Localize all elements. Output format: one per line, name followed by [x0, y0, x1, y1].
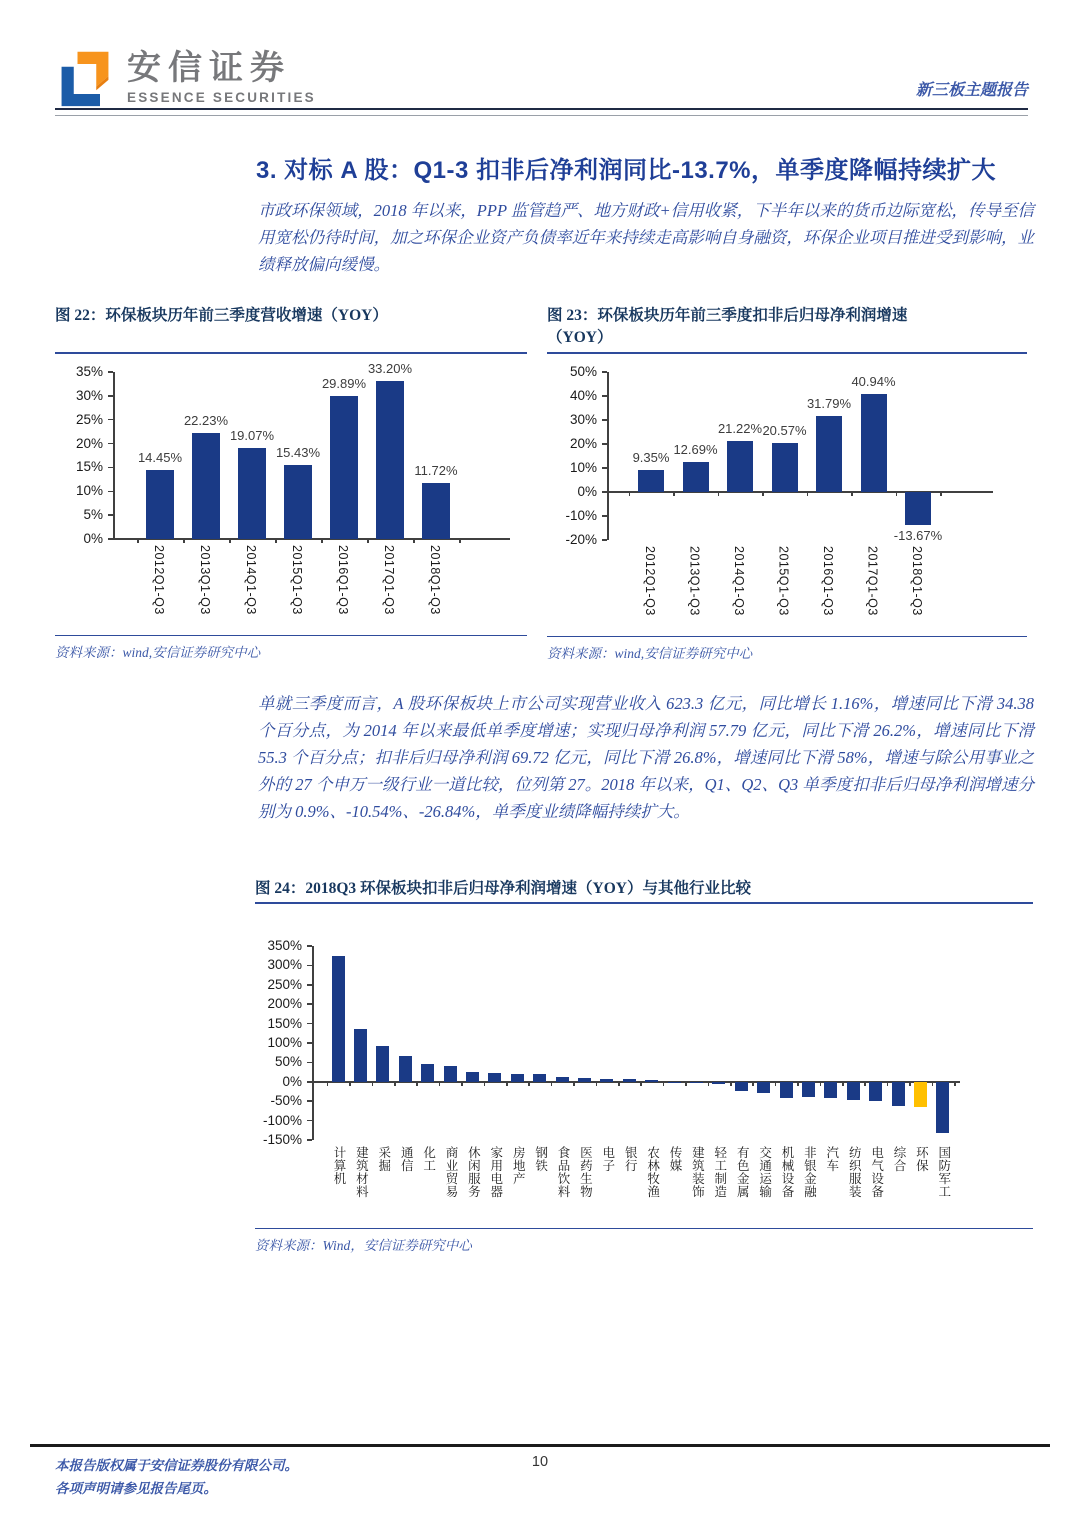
- bar: [466, 1072, 479, 1082]
- bar: [600, 1079, 613, 1082]
- x-axis-category-label: 2014Q1-Q3: [244, 545, 258, 615]
- x-axis-tick-mark: [506, 1082, 508, 1086]
- intro-paragraph: 市政环保领域，2018 年以来，PPP 监管趋严、地方财政+信用收紧，下半年以来的货币边际宽松，传导至信用宽松仍待时间，加之环保企业资产负债率近年来持续走高影响自身融资，环保企业项目推进受到影响，业绩释放偏向缓慢。: [258, 201, 1034, 274]
- y-axis-tick-label: 200%: [267, 996, 302, 1012]
- y-axis-tick-label: 5%: [83, 507, 103, 523]
- source-note: 资料来源：Wind，安信证券研究中心: [255, 1228, 1033, 1254]
- x-axis-category-label: 2016Q1-Q3: [821, 546, 835, 616]
- x-axis-tick-mark: [183, 539, 185, 543]
- x-axis-category-label: 电气设备: [869, 1146, 884, 1198]
- y-axis-tick-label: 350%: [267, 938, 302, 953]
- bar: [683, 462, 709, 492]
- x-axis-tick-mark: [459, 539, 461, 543]
- y-axis-tick-label: 15%: [75, 459, 103, 475]
- x-axis-category-label: 纺织服装: [847, 1146, 862, 1198]
- bar: [488, 1073, 501, 1082]
- x-axis-category-label: 2012Q1-Q3: [152, 545, 166, 615]
- y-axis-tick-label: 150%: [267, 1015, 302, 1031]
- x-axis-tick-mark: [887, 1082, 889, 1086]
- bar-value-label: 20.57%: [762, 422, 807, 438]
- x-axis-line: [607, 491, 993, 493]
- x-axis-category-label: 农林牧渔: [645, 1146, 660, 1198]
- x-axis-category-label: 轻工制造: [712, 1146, 727, 1198]
- figure-24-title: [255, 878, 1033, 902]
- x-axis-tick-mark: [416, 1082, 418, 1086]
- bar-value-label: 21.22%: [717, 421, 763, 437]
- bar-chart-industry-comparison: [255, 938, 960, 1220]
- bar: [192, 433, 220, 539]
- bar: [511, 1074, 524, 1081]
- x-axis-category-label: 2012Q1-Q3: [643, 546, 657, 616]
- bar: [638, 470, 664, 492]
- figure-title-text-line2: （YOY）: [547, 329, 613, 346]
- bar: [802, 1082, 815, 1098]
- bar: [816, 416, 842, 492]
- bar: [556, 1077, 569, 1082]
- figure-title-text-line1: 图 23：环保板块历年前三季度扣非后归母净利润增速: [547, 307, 908, 324]
- bar: [869, 1082, 882, 1101]
- bar: [422, 483, 450, 539]
- y-axis-line: [607, 372, 609, 540]
- bar: [332, 956, 345, 1082]
- x-axis-category-label: 国防军工: [936, 1146, 951, 1198]
- x-axis-tick-mark: [762, 492, 764, 496]
- x-axis-tick-mark: [932, 1082, 934, 1086]
- x-axis-tick-mark: [640, 1082, 642, 1086]
- figures-row: [55, 305, 1027, 662]
- bar-value-label: 33.20%: [367, 360, 413, 376]
- x-axis-tick-mark: [349, 1082, 351, 1086]
- x-axis-tick-mark: [685, 1082, 687, 1086]
- x-axis-category-label: 非银金融: [802, 1146, 817, 1198]
- bar: [399, 1056, 412, 1082]
- header-thin-rule: [55, 115, 1028, 116]
- bar-value-label: 19.07%: [229, 428, 275, 443]
- x-axis-tick-mark: [367, 539, 369, 543]
- x-axis-category-label: 传媒: [668, 1146, 682, 1172]
- bar-value-label: 15.43%: [275, 445, 321, 461]
- section-heading: 3. 对标 A 股：Q1-3 扣非后净利润同比-13.7%，单季度降幅持续扩大: [256, 157, 997, 184]
- figure-22-panel: [55, 305, 527, 662]
- bar-value-label: 11.72%: [414, 463, 458, 479]
- bar: [146, 470, 174, 539]
- x-axis-tick-mark: [896, 492, 898, 496]
- y-axis-tick-label: 30%: [569, 412, 597, 427]
- bar-chart-net-profit-growth: [547, 364, 993, 628]
- x-axis-category-label: 建筑材料: [354, 1146, 369, 1198]
- bar: [824, 1082, 837, 1099]
- x-axis-tick-mark: [137, 539, 139, 543]
- x-axis-tick-mark: [573, 1082, 575, 1086]
- x-axis-tick-mark: [718, 492, 720, 496]
- bar: [533, 1074, 546, 1081]
- bar: [735, 1082, 748, 1091]
- bar: [780, 1082, 793, 1098]
- x-axis-tick-mark: [775, 1082, 777, 1086]
- bar: [757, 1082, 770, 1094]
- bar: [936, 1082, 949, 1133]
- bar-value-label: 31.79%: [806, 395, 852, 411]
- x-axis-tick-mark: [663, 1082, 665, 1086]
- x-axis-category-label: 商业贸易: [444, 1146, 458, 1198]
- bar-value-label: 40.94%: [851, 373, 896, 389]
- x-axis-tick-mark: [528, 1082, 530, 1086]
- page-number: 10: [531, 1454, 549, 1470]
- x-axis-category-label: 银行: [623, 1146, 638, 1172]
- bar-value-label: 12.69%: [673, 441, 718, 457]
- y-axis-tick-label: 250%: [267, 976, 302, 992]
- bar: [623, 1079, 636, 1082]
- x-axis-category-label: 环保: [914, 1146, 929, 1172]
- x-axis-category-label: 2018Q1-Q3: [910, 546, 924, 616]
- y-axis-tick-label: 40%: [569, 388, 597, 403]
- bar-chart-revenue-growth: [55, 360, 510, 627]
- x-axis-category-label: 建筑装饰: [690, 1146, 705, 1198]
- y-axis-tick-label: 20%: [569, 436, 597, 451]
- x-axis-category-label: 通信: [399, 1146, 414, 1172]
- footer-copyright-line2: 各项声明请参见报告尾页。: [55, 1481, 217, 1496]
- bar: [905, 492, 931, 525]
- x-axis-tick-mark: [752, 1082, 754, 1086]
- figure-title-rule: [55, 352, 527, 354]
- x-axis-category-label: 汽车: [824, 1146, 839, 1172]
- bar: [772, 443, 798, 492]
- x-axis-tick-mark: [372, 1082, 374, 1086]
- y-axis-tick-label: 35%: [75, 364, 103, 379]
- summary-paragraph: 单就三季度而言，A 股环保板块上市公司实现营业收入 623.3 亿元，同比增长 1.16%，增速同比下滑 34.38 个百分点，为 2014 年以来最低单季度增速；实现归母净利润 57.79 亿元，同比下滑 26.2%，增速同比下滑 55.3 个百分点；扣非后归母净利润 69.72 亿元，同比下滑 26.8%，增速同比下滑 58%，增速与除公用事业之外的 27 个申万一级行业一道比较，位列第 27。2018 年以来，Q1、Q2、Q3 单季度扣非后归母净利润增速分别为 0.9%、-10.54%、-26.84%，单季度业绩降幅持续扩大。: [258, 694, 1034, 821]
- x-axis-tick-mark: [864, 1082, 866, 1086]
- x-axis-tick-mark: [909, 1082, 911, 1086]
- x-axis-tick-mark: [708, 1082, 710, 1086]
- bar: [861, 394, 887, 492]
- bar: [690, 1082, 703, 1084]
- bar: [376, 381, 404, 539]
- x-axis-category-label: 化工: [421, 1146, 436, 1172]
- bar-value-label: 9.35%: [632, 449, 670, 465]
- x-axis-tick-mark: [954, 1082, 956, 1086]
- bar: [330, 396, 358, 539]
- bar: [727, 441, 753, 492]
- source-note: 资料来源：wind,安信证券研究中心: [547, 636, 1027, 662]
- report-type-label: 新三板主题报告: [915, 82, 1028, 99]
- brand-name-en: ESSENCE SECURITIES: [127, 90, 316, 105]
- y-axis-tick-label: 300%: [267, 957, 302, 973]
- x-axis-tick-mark: [842, 1082, 844, 1086]
- y-axis-tick-label: -20%: [565, 532, 597, 547]
- x-axis-tick-mark: [940, 492, 942, 496]
- x-axis-category-label: 2015Q1-Q3: [290, 545, 304, 615]
- x-axis-tick-mark: [673, 492, 675, 496]
- x-axis-tick-mark: [439, 1082, 441, 1086]
- bar: [645, 1080, 658, 1082]
- x-axis-tick-mark: [461, 1082, 463, 1086]
- y-axis-tick-label: 50%: [274, 1054, 302, 1070]
- x-axis-tick-mark: [797, 1082, 799, 1086]
- x-axis-category-label: 休闲服务: [466, 1146, 481, 1198]
- y-axis-tick-label: 20%: [75, 435, 103, 451]
- bar: [354, 1029, 367, 1081]
- x-axis-tick-mark: [730, 1082, 732, 1086]
- x-axis-tick-mark: [618, 1082, 620, 1086]
- bar: [376, 1046, 389, 1081]
- source-note: 资料来源：wind,安信证券研究中心: [55, 635, 527, 661]
- figure-24-panel: [255, 878, 1033, 1254]
- x-axis-category-label: 综合: [892, 1146, 906, 1172]
- x-axis-category-label: 2017Q1-Q3: [865, 546, 880, 616]
- y-axis-tick-label: 10%: [569, 460, 597, 475]
- x-axis-tick-mark: [596, 1082, 598, 1086]
- y-axis-tick-label: 0%: [577, 484, 597, 499]
- y-axis-tick-label: 0%: [282, 1073, 302, 1089]
- page-header: [55, 28, 1028, 110]
- y-axis-line: [113, 372, 115, 539]
- x-axis-tick-mark: [484, 1082, 486, 1086]
- x-axis-category-label: 机械设备: [780, 1146, 794, 1198]
- figure-title-rule: [255, 902, 1033, 904]
- x-axis-tick-mark: [629, 492, 631, 496]
- x-axis-category-label: 电子: [600, 1146, 615, 1172]
- y-axis-tick-label: 0%: [83, 531, 103, 546]
- figure-23-panel: [547, 305, 1027, 662]
- x-axis-category-label: 2017Q1-Q3: [382, 545, 396, 615]
- x-axis-tick-mark: [820, 1082, 822, 1086]
- x-axis-category-label: 2018Q1-Q3: [428, 545, 442, 615]
- y-axis-tick-label: 50%: [569, 364, 597, 379]
- x-axis-category-label: 家用电器: [488, 1146, 503, 1198]
- figure-title-text: 图 22：环保板块历年前三季度营收增速（YOY）: [55, 307, 388, 324]
- y-axis-line: [312, 946, 314, 1140]
- bar: [421, 1064, 434, 1082]
- x-axis-tick-mark: [229, 539, 231, 543]
- x-axis-category-label: 钢铁: [533, 1146, 548, 1172]
- bar: [847, 1082, 860, 1101]
- x-axis-tick-mark: [321, 539, 323, 543]
- x-axis-category-label: 医药生物: [578, 1146, 593, 1198]
- x-axis-tick-mark: [551, 1082, 553, 1086]
- bar-value-label: 29.89%: [321, 376, 367, 392]
- bar-highlighted: [914, 1082, 927, 1108]
- y-axis-tick-label: -150%: [262, 1132, 302, 1147]
- brand-name-cn: 安信证券: [127, 49, 291, 87]
- bar: [668, 1082, 681, 1084]
- bar-value-label: 22.23%: [183, 412, 229, 428]
- x-axis-tick-mark: [851, 492, 853, 496]
- x-axis-tick-mark: [807, 492, 809, 496]
- y-axis-tick-label: 10%: [75, 483, 103, 499]
- figure-22-title: [55, 305, 527, 352]
- bar-value-label: 14.45%: [137, 450, 183, 466]
- essence-logo-icon: [55, 48, 115, 108]
- x-axis-category-label: 有色金属: [735, 1146, 750, 1198]
- x-axis-category-label: 交通运输: [757, 1146, 772, 1198]
- brand-text: [127, 48, 316, 105]
- x-axis-category-label: 计算机: [332, 1146, 346, 1185]
- bar: [238, 448, 266, 539]
- figure-23-title: [547, 305, 1027, 352]
- x-axis-category-label: 2013Q1-Q3: [687, 546, 702, 616]
- y-axis-tick-label: -10%: [565, 508, 597, 523]
- x-axis-category-label: 2015Q1-Q3: [776, 546, 791, 616]
- bar-value-label: -13.67%: [893, 527, 943, 543]
- x-axis-tick-mark: [275, 539, 277, 543]
- figure-title-text: 图 24：2018Q3 环保板块扣非后归母净利润增速（YOY）与其他行业比较: [255, 880, 752, 897]
- x-axis-category-label: 2016Q1-Q3: [336, 545, 350, 615]
- x-axis-tick-mark: [394, 1082, 396, 1086]
- y-axis-tick-label: 30%: [75, 387, 103, 403]
- x-axis-category-label: 食品饮料: [556, 1146, 570, 1198]
- bar: [284, 465, 312, 539]
- y-axis-tick-label: 25%: [75, 411, 103, 427]
- bar: [892, 1082, 905, 1106]
- y-axis-tick-label: 100%: [267, 1035, 302, 1050]
- y-axis-tick-label: -50%: [270, 1093, 302, 1109]
- x-axis-category-label: 采掘: [376, 1146, 391, 1172]
- x-axis-category-label: 2013Q1-Q3: [198, 545, 212, 615]
- figure-title-rule: [547, 352, 1027, 354]
- x-axis-tick-mark: [413, 539, 415, 543]
- brand-logo-block: [55, 48, 316, 108]
- x-axis-category-label: 房地产: [511, 1146, 526, 1185]
- y-axis-tick-label: -100%: [262, 1112, 302, 1128]
- bar: [712, 1082, 725, 1084]
- bar: [444, 1066, 457, 1082]
- x-axis-tick-mark: [327, 1082, 329, 1086]
- footer-rule: [30, 1444, 1050, 1447]
- footer-copyright-line1: 本报告版权属于安信证券股份有限公司。: [55, 1458, 298, 1473]
- x-axis-category-label: 2014Q1-Q3: [732, 546, 746, 616]
- bar: [578, 1078, 591, 1082]
